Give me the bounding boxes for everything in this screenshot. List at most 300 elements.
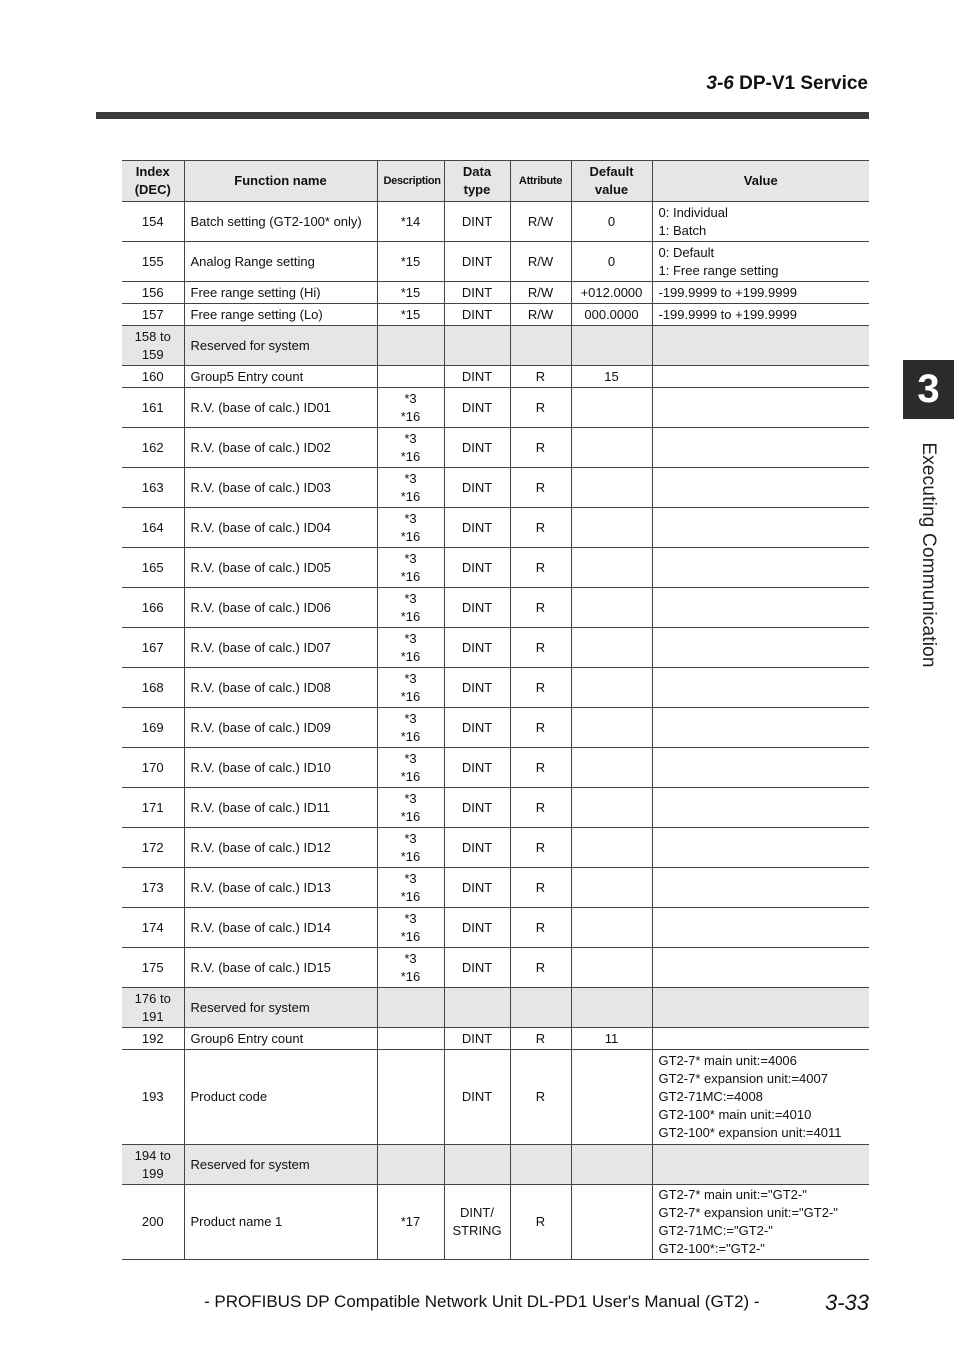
cell-function-name: Reserved for system (184, 326, 377, 366)
cell-default-value (571, 828, 652, 868)
cell-data-type (444, 588, 510, 628)
cell-default-value (571, 748, 652, 788)
header-rule (96, 112, 869, 119)
cell-index: 163 (122, 468, 184, 508)
header-value: Value (652, 161, 869, 202)
footer-manual-title: - PROFIBUS DP Compatible Network Unit DL-PD1 User's Manual (GT2) - (204, 1292, 760, 1311)
cell-description-line: *3 (404, 830, 417, 846)
cell-value-line: GT2-71MC:=4008 (658, 1089, 763, 1104)
table-row (122, 588, 869, 628)
cell-value (652, 508, 869, 548)
cell-value (652, 788, 869, 828)
cell-description-line: *14 (400, 213, 421, 229)
cell-description (377, 508, 444, 548)
cell-description (377, 1185, 444, 1260)
table-row (122, 708, 869, 748)
cell-description-line: *3 (404, 390, 417, 406)
cell-description-line: *3 (404, 590, 417, 606)
cell-default-value (571, 548, 652, 588)
table-row (122, 788, 869, 828)
cell-data-type (444, 828, 510, 868)
cell-description-line: *16 (400, 688, 421, 704)
cell-description-line: *16 (400, 728, 421, 744)
cell-index: 164 (122, 508, 184, 548)
cell-index: 166 (122, 588, 184, 628)
cell-data-type-line: DINT (461, 599, 493, 615)
cell-function-name: Reserved for system (184, 1145, 377, 1185)
cell-data-type (444, 548, 510, 588)
cell-description-line: *16 (400, 968, 421, 984)
cell-value-line: GT2-7* main unit:="GT2-" (658, 1187, 807, 1202)
header-default-value: Default value (571, 161, 652, 202)
cell-attribute: R (510, 1185, 571, 1260)
cell-data-type-line: STRING (452, 1223, 502, 1238)
cell-data-type (444, 988, 510, 1028)
cell-description (377, 628, 444, 668)
cell-description-line: *3 (404, 910, 417, 926)
cell-value (652, 548, 869, 588)
header-data-type: Data type (444, 161, 510, 202)
chapter-tab[interactable]: 3 (903, 360, 954, 419)
cell-description (377, 748, 444, 788)
cell-value (652, 428, 869, 468)
cell-default-value (571, 588, 652, 628)
cell-attribute: R (510, 708, 571, 748)
cell-description (377, 326, 444, 366)
cell-value (652, 908, 869, 948)
cell-description-line: *15 (400, 306, 421, 322)
cell-default-value: 11 (571, 1028, 652, 1050)
cell-data-type-line: DINT (461, 799, 493, 815)
cell-index: 154 (122, 202, 184, 242)
cell-function-name: R.V. (base of calc.) ID13 (184, 868, 377, 908)
cell-data-type (444, 1145, 510, 1185)
cell-index: 193 (122, 1050, 184, 1145)
cell-default-value: 0 (571, 242, 652, 282)
cell-index: 200 (122, 1185, 184, 1260)
cell-value-line: 1: Batch (658, 222, 707, 238)
cell-data-type-line: DINT (461, 559, 493, 575)
cell-data-type (444, 468, 510, 508)
cell-data-type-line: DINT (461, 284, 493, 300)
cell-index: 158 to 159 (122, 326, 184, 366)
cell-index: 192 (122, 1028, 184, 1050)
cell-function-name: Product code (184, 1050, 377, 1145)
cell-data-type (444, 1028, 510, 1050)
cell-default-value (571, 1145, 652, 1185)
cell-function-name: Free range setting (Hi) (184, 282, 377, 304)
cell-data-type-line: DINT (461, 368, 493, 384)
cell-data-type-line: DINT (461, 919, 493, 935)
cell-function-name: R.V. (base of calc.) ID01 (184, 388, 377, 428)
cell-index: 176 to 191 (122, 988, 184, 1028)
cell-description-line: *16 (400, 928, 421, 944)
cell-data-type-line: DINT (461, 213, 493, 229)
cell-data-type-line: DINT (461, 399, 493, 415)
section-header (706, 73, 868, 95)
cell-default-value (571, 988, 652, 1028)
cell-description (377, 242, 444, 282)
cell-index: 175 (122, 948, 184, 988)
cell-description (377, 948, 444, 988)
table-row (122, 828, 869, 868)
cell-index: 160 (122, 366, 184, 388)
cell-description (377, 388, 444, 428)
cell-description-line: *17 (400, 1214, 421, 1229)
cell-value-line: 0: Individual (658, 204, 728, 220)
cell-description-line: *3 (404, 470, 417, 486)
header-description: Description (377, 161, 444, 202)
cell-description-line: *16 (400, 888, 421, 904)
cell-description-line: *3 (404, 670, 417, 686)
cell-description-line: *3 (404, 710, 417, 726)
cell-default-value: 0 (571, 202, 652, 242)
cell-description (377, 548, 444, 588)
cell-value-line: GT2-7* expansion unit:="GT2-" (658, 1205, 838, 1220)
cell-function-name: R.V. (base of calc.) ID09 (184, 708, 377, 748)
cell-description-line: *15 (400, 253, 421, 269)
cell-index: 155 (122, 242, 184, 282)
cell-data-type-line: DINT (461, 719, 493, 735)
cell-attribute: R (510, 428, 571, 468)
table-row-reserved (122, 988, 869, 1028)
cell-value (652, 282, 869, 304)
cell-index: 174 (122, 908, 184, 948)
cell-description-line: *16 (400, 568, 421, 584)
cell-attribute: R/W (510, 282, 571, 304)
cell-description-line: *16 (400, 608, 421, 624)
section-title: DP-V1 Service (739, 73, 868, 94)
cell-description (377, 908, 444, 948)
cell-index: 169 (122, 708, 184, 748)
cell-description (377, 1145, 444, 1185)
cell-data-type-line: DINT (461, 839, 493, 855)
cell-function-name: Batch setting (GT2-100* only) (184, 202, 377, 242)
header-attribute: Attribute (510, 161, 571, 202)
cell-description (377, 1050, 444, 1145)
cell-attribute: R (510, 828, 571, 868)
cell-description-line: *16 (400, 848, 421, 864)
cell-value-line: GT2-100* main unit:=4010 (658, 1107, 812, 1122)
cell-default-value (571, 788, 652, 828)
cell-data-type-line: DINT (461, 253, 493, 269)
cell-data-type (444, 388, 510, 428)
cell-attribute: R (510, 508, 571, 548)
table-row (122, 282, 869, 304)
cell-data-type (444, 668, 510, 708)
cell-data-type (444, 748, 510, 788)
cell-default-value (571, 508, 652, 548)
cell-function-name: R.V. (base of calc.) ID11 (184, 788, 377, 828)
cell-data-type (444, 202, 510, 242)
cell-data-type (444, 708, 510, 748)
cell-function-name: R.V. (base of calc.) ID07 (184, 628, 377, 668)
cell-function-name: Group6 Entry count (184, 1028, 377, 1050)
cell-attribute: R (510, 668, 571, 708)
cell-data-type-line: DINT (461, 679, 493, 695)
cell-attribute: R (510, 748, 571, 788)
cell-description-line: *16 (400, 648, 421, 664)
table-row (122, 948, 869, 988)
cell-data-type (444, 428, 510, 468)
cell-value (652, 202, 869, 242)
cell-data-type (444, 628, 510, 668)
table-row (122, 428, 869, 468)
cell-description (377, 282, 444, 304)
cell-attribute: R (510, 908, 571, 948)
cell-default-value (571, 948, 652, 988)
cell-description (377, 366, 444, 388)
cell-function-name: R.V. (base of calc.) ID05 (184, 548, 377, 588)
cell-default-value (571, 1185, 652, 1260)
cell-data-type-line: DINT (461, 1030, 493, 1046)
cell-data-type (444, 788, 510, 828)
cell-description-line: *3 (404, 750, 417, 766)
table-row (122, 1185, 869, 1260)
header-function-name: Function name (184, 161, 377, 202)
cell-description (377, 468, 444, 508)
cell-function-name: Product name 1 (184, 1185, 377, 1260)
cell-value-line: GT2-100* expansion unit:=4011 (658, 1125, 842, 1140)
cell-index: 156 (122, 282, 184, 304)
cell-function-name: R.V. (base of calc.) ID15 (184, 948, 377, 988)
cell-value-line: 1: Free range setting (658, 262, 779, 278)
cell-index: 167 (122, 628, 184, 668)
cell-default-value (571, 908, 652, 948)
cell-function-name: R.V. (base of calc.) ID12 (184, 828, 377, 868)
table-row (122, 868, 869, 908)
cell-description (377, 668, 444, 708)
cell-default-value (571, 708, 652, 748)
cell-data-type-line: DINT (461, 519, 493, 535)
table-row (122, 366, 869, 388)
cell-data-type-line: DINT (461, 759, 493, 775)
cell-value-line: GT2-100*:="GT2-" (658, 1241, 765, 1256)
cell-default-value: 000.0000 (571, 304, 652, 326)
cell-data-type-line: DINT/ (460, 1205, 494, 1220)
cell-data-type-line: DINT (461, 306, 493, 322)
cell-description-line: *3 (404, 550, 417, 566)
cell-index: 173 (122, 868, 184, 908)
cell-data-type (444, 304, 510, 326)
cell-default-value (571, 868, 652, 908)
cell-description-line: *16 (400, 768, 421, 784)
cell-data-type (444, 242, 510, 282)
cell-data-type-line: DINT (461, 959, 493, 975)
cell-value (652, 468, 869, 508)
parameter-table (122, 160, 869, 1260)
table-row (122, 628, 869, 668)
cell-value (652, 588, 869, 628)
cell-attribute: R (510, 366, 571, 388)
cell-description (377, 304, 444, 326)
table-row (122, 508, 869, 548)
cell-default-value: +012.0000 (571, 282, 652, 304)
cell-data-type (444, 908, 510, 948)
cell-attribute: R (510, 1050, 571, 1145)
cell-default-value (571, 326, 652, 366)
cell-attribute: R (510, 548, 571, 588)
cell-description-line: *16 (400, 448, 421, 464)
cell-default-value (571, 668, 652, 708)
cell-value (652, 304, 869, 326)
cell-description (377, 788, 444, 828)
cell-attribute: R (510, 588, 571, 628)
table-row (122, 242, 869, 282)
cell-description-line: *15 (400, 284, 421, 300)
cell-description-line: *3 (404, 510, 417, 526)
cell-value (652, 948, 869, 988)
cell-value (652, 1050, 869, 1145)
cell-index: 165 (122, 548, 184, 588)
cell-index: 168 (122, 668, 184, 708)
cell-attribute: R/W (510, 242, 571, 282)
cell-attribute: R (510, 948, 571, 988)
cell-attribute: R (510, 468, 571, 508)
cell-value (652, 326, 869, 366)
cell-value (652, 868, 869, 908)
cell-description-line: *16 (400, 808, 421, 824)
cell-data-type (444, 326, 510, 366)
cell-description-line: *16 (400, 408, 421, 424)
cell-function-name: Group5 Entry count (184, 366, 377, 388)
table-row (122, 548, 869, 588)
cell-function-name: R.V. (base of calc.) ID02 (184, 428, 377, 468)
cell-data-type (444, 508, 510, 548)
cell-index: 194 to 199 (122, 1145, 184, 1185)
cell-attribute (510, 988, 571, 1028)
cell-value (652, 748, 869, 788)
table-row (122, 1050, 869, 1145)
cell-attribute: R (510, 628, 571, 668)
cell-default-value (571, 628, 652, 668)
cell-description (377, 588, 444, 628)
cell-description (377, 828, 444, 868)
cell-data-type (444, 366, 510, 388)
cell-default-value (571, 388, 652, 428)
cell-description-line: *3 (404, 630, 417, 646)
cell-description (377, 428, 444, 468)
cell-data-type (444, 948, 510, 988)
cell-function-name: Reserved for system (184, 988, 377, 1028)
cell-index: 172 (122, 828, 184, 868)
cell-description (377, 708, 444, 748)
cell-value-line: GT2-7* main unit:=4006 (658, 1053, 797, 1068)
table-row (122, 304, 869, 326)
cell-index: 171 (122, 788, 184, 828)
table-row-reserved (122, 1145, 869, 1185)
cell-default-value (571, 1050, 652, 1145)
cell-data-type-line: DINT (461, 439, 493, 455)
cell-value-line: -199.9999 to +199.9999 (658, 284, 797, 300)
cell-default-value (571, 468, 652, 508)
cell-attribute: R/W (510, 202, 571, 242)
cell-function-name: Analog Range setting (184, 242, 377, 282)
cell-data-type (444, 282, 510, 304)
cell-index: 161 (122, 388, 184, 428)
cell-index: 162 (122, 428, 184, 468)
table-row (122, 388, 869, 428)
cell-function-name: R.V. (base of calc.) ID08 (184, 668, 377, 708)
cell-value (652, 988, 869, 1028)
cell-index: 170 (122, 748, 184, 788)
cell-function-name: R.V. (base of calc.) ID03 (184, 468, 377, 508)
cell-value (652, 1145, 869, 1185)
table-row (122, 908, 869, 948)
cell-function-name: Free range setting (Lo) (184, 304, 377, 326)
cell-value (652, 242, 869, 282)
cell-function-name: R.V. (base of calc.) ID10 (184, 748, 377, 788)
cell-default-value (571, 428, 652, 468)
cell-function-name: R.V. (base of calc.) ID06 (184, 588, 377, 628)
table-row (122, 668, 869, 708)
cell-description (377, 988, 444, 1028)
table-row (122, 202, 869, 242)
cell-data-type-line: DINT (461, 479, 493, 495)
cell-description-line: *16 (400, 528, 421, 544)
cell-description-line: *3 (404, 430, 417, 446)
chapter-side-title: Executing Communication (918, 442, 939, 668)
cell-value-line: GT2-71MC:="GT2-" (658, 1223, 773, 1238)
cell-value (652, 1185, 869, 1260)
table-header-row (122, 161, 869, 202)
cell-data-type (444, 1050, 510, 1145)
cell-default-value: 15 (571, 366, 652, 388)
cell-value-line: GT2-7* expansion unit:=4007 (658, 1071, 828, 1086)
cell-value (652, 628, 869, 668)
cell-attribute (510, 326, 571, 366)
cell-attribute: R (510, 868, 571, 908)
cell-description (377, 202, 444, 242)
cell-attribute: R (510, 388, 571, 428)
header-index: Index (DEC) (122, 161, 184, 202)
cell-attribute: R/W (510, 304, 571, 326)
cell-data-type (444, 868, 510, 908)
cell-description-line: *3 (404, 870, 417, 886)
cell-data-type-line: DINT (461, 1089, 493, 1104)
cell-index: 157 (122, 304, 184, 326)
table-row (122, 748, 869, 788)
cell-description (377, 868, 444, 908)
cell-function-name: R.V. (base of calc.) ID04 (184, 508, 377, 548)
table-row (122, 1028, 869, 1050)
cell-attribute: R (510, 788, 571, 828)
cell-attribute: R (510, 1028, 571, 1050)
table-row-reserved (122, 326, 869, 366)
cell-description-line: *16 (400, 488, 421, 504)
cell-function-name: R.V. (base of calc.) ID14 (184, 908, 377, 948)
table-row (122, 468, 869, 508)
cell-description-line: *3 (404, 950, 417, 966)
cell-value (652, 668, 869, 708)
cell-value (652, 1028, 869, 1050)
cell-data-type (444, 1185, 510, 1260)
table-body (122, 202, 869, 1260)
cell-description (377, 1028, 444, 1050)
cell-description-line: *3 (404, 790, 417, 806)
cell-value (652, 708, 869, 748)
section-number: 3-6 (706, 73, 734, 94)
cell-value (652, 366, 869, 388)
page-number: 3-33 (824, 1290, 869, 1315)
cell-value (652, 388, 869, 428)
cell-data-type-line: DINT (461, 879, 493, 895)
cell-data-type-line: DINT (461, 639, 493, 655)
cell-attribute (510, 1145, 571, 1185)
cell-value-line: -199.9999 to +199.9999 (658, 306, 797, 322)
cell-value-line: 0: Default (658, 244, 715, 260)
cell-value (652, 828, 869, 868)
